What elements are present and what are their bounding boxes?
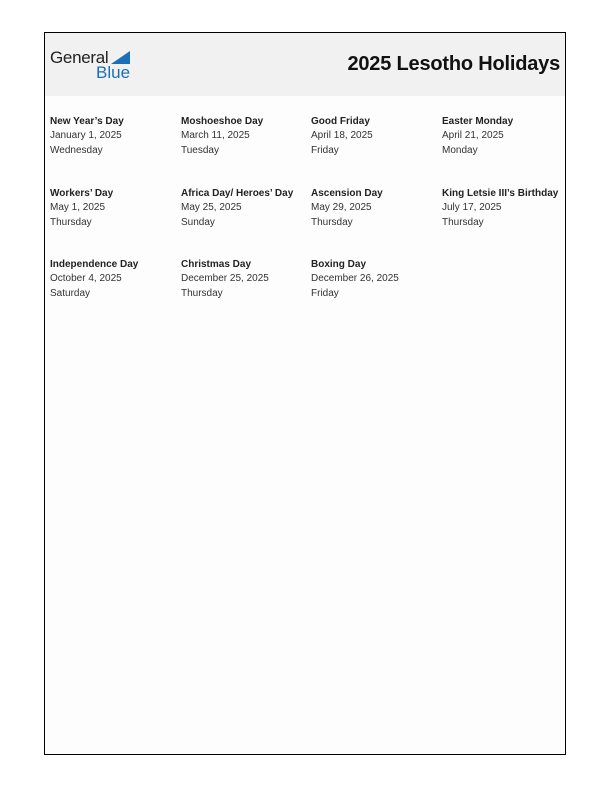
holiday-name: Ascension Day bbox=[311, 188, 383, 199]
holiday-item bbox=[50, 258, 178, 301]
holiday-item bbox=[181, 258, 309, 301]
holiday-name: Workers’ Day bbox=[50, 188, 114, 199]
holiday-name: Moshoeshoe Day bbox=[181, 116, 264, 127]
holiday-item bbox=[442, 115, 570, 158]
holiday-weekday: Friday bbox=[311, 287, 339, 299]
holiday-weekday: Thursday bbox=[442, 216, 484, 228]
holiday-date: May 25, 2025 bbox=[181, 202, 242, 213]
page-title: 2025 Lesotho Holidays bbox=[347, 53, 560, 75]
holiday-item bbox=[311, 187, 439, 230]
general-blue-logo bbox=[50, 48, 140, 82]
holiday-item bbox=[50, 187, 178, 230]
holiday-name: Christmas Day bbox=[181, 259, 252, 270]
holiday-name: King Letsie III’s Birthday bbox=[442, 188, 559, 199]
holiday-name: Easter Monday bbox=[442, 116, 514, 127]
holiday-weekday: Wednesday bbox=[50, 144, 103, 156]
holiday-date: May 29, 2025 bbox=[311, 202, 372, 213]
page-frame bbox=[44, 32, 566, 755]
holiday-name: New Year’s Day bbox=[50, 116, 124, 127]
holiday-weekday: Friday bbox=[311, 144, 339, 156]
holiday-item bbox=[311, 258, 439, 301]
holiday-weekday: Thursday bbox=[181, 287, 223, 299]
holiday-item bbox=[181, 115, 309, 158]
holiday-date: October 4, 2025 bbox=[50, 273, 122, 284]
header-band bbox=[45, 33, 565, 96]
holiday-item bbox=[442, 187, 570, 230]
holiday-weekday: Thursday bbox=[311, 216, 353, 228]
holiday-date: April 21, 2025 bbox=[442, 130, 504, 141]
holiday-date: July 17, 2025 bbox=[442, 202, 502, 213]
holiday-weekday: Monday bbox=[442, 144, 478, 156]
logo-text-blue: Blue bbox=[96, 63, 131, 82]
holiday-date: May 1, 2025 bbox=[50, 202, 106, 213]
holiday-date: December 25, 2025 bbox=[181, 273, 269, 284]
logo-text-general: General bbox=[50, 48, 109, 67]
holiday-date: March 11, 2025 bbox=[181, 130, 250, 141]
holiday-name: Boxing Day bbox=[311, 259, 367, 270]
holiday-date: January 1, 2025 bbox=[50, 130, 122, 141]
holiday-name: Independence Day bbox=[50, 259, 139, 270]
holiday-name: Africa Day/ Heroes’ Day bbox=[181, 188, 294, 199]
holiday-weekday: Thursday bbox=[50, 216, 92, 228]
holiday-item bbox=[311, 115, 439, 158]
holiday-date: April 18, 2025 bbox=[311, 130, 373, 141]
holiday-date: December 26, 2025 bbox=[311, 273, 399, 284]
holiday-name: Good Friday bbox=[311, 116, 370, 127]
holiday-weekday: Saturday bbox=[50, 287, 91, 299]
holiday-item bbox=[181, 187, 309, 230]
holiday-weekday: Sunday bbox=[181, 216, 215, 228]
holiday-weekday: Tuesday bbox=[181, 144, 219, 156]
holiday-item bbox=[50, 115, 178, 158]
